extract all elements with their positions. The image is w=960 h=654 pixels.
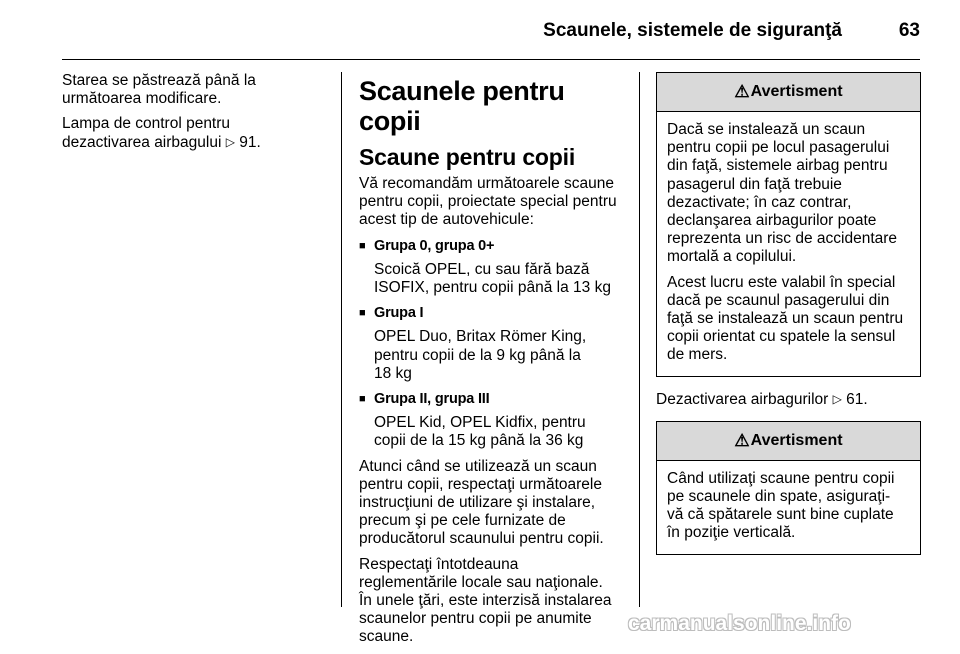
- warning-box: [656, 421, 921, 555]
- list-item-heading: Grupa II, grupa III: [374, 391, 490, 408]
- column-3: [656, 72, 921, 569]
- page-number: 63: [898, 20, 920, 41]
- warning-header: [657, 73, 920, 112]
- warning-body: [657, 461, 920, 554]
- column-2: [359, 72, 627, 654]
- subsection-title: Scaune pentru copii: [359, 144, 576, 170]
- warning-paragraph: Dacă se instalează un scaun pentru copii pe locul pasagerului din faţă, sistemele airbag pentru pasagerul din faţă trebuie dezactivate; în caz contrar, declanşarea airbagurilor poate reprezenta un risc de accidentare mortală a copilului.: [667, 121, 898, 266]
- paragraph-lamp-reference: [62, 115, 332, 151]
- header-title: Scaunele, sistemele de siguranţă: [543, 20, 842, 41]
- list-item-body: OPEL Kid, OPEL Kidfix, pentru copii de la 15 kg până la 36 kg: [374, 414, 586, 450]
- section-title: Scaunele pentru copii: [359, 76, 565, 136]
- list-item-heading: Grupa I: [374, 305, 424, 322]
- watermark: carmanualsonline.info: [628, 612, 851, 635]
- warning-header: [657, 422, 920, 461]
- warning-box: [656, 72, 921, 377]
- bullet-square-icon: ■: [359, 307, 366, 320]
- intro-paragraph: Vă recomandăm următoarele scaune pentru copii, proiectate special pentru acest tip de autovehicule:: [359, 175, 617, 229]
- cross-reference-icon: ▷: [832, 391, 842, 406]
- header-rule: [62, 59, 920, 60]
- list-item: [359, 390, 627, 451]
- paragraph: Atunci când se utilizează un scaun pentru copii, respectaţi următoarele instrucţiuni de utilizare şi instalare, precum şi pe cele furnizate de producătorul scaunului pentru copii.: [359, 457, 604, 548]
- paragraph: Starea se păstrează până la următoarea modificare.: [62, 72, 256, 108]
- paragraph: Respectaţi întotdeauna reglementările locale sau naţionale. În unele ţări, este interzisă instalarea scaunelor pentru copii pe anumite scaune.: [359, 555, 612, 646]
- warning-triangle-icon: ⚠: [734, 81, 750, 101]
- page-reference[interactable]: 61.: [841, 390, 868, 408]
- warning-paragraph: Acest lucru este valabil în special dacă pe scaunul pasagerului din faţă se instalează un scaun pentru copii orientat cu spatele la sensul de mers.: [667, 273, 904, 364]
- cross-reference-icon: ▷: [225, 134, 235, 149]
- warning-body: [657, 112, 920, 376]
- paragraph-text: Lampa de control pentru dezactivarea airbagului: [62, 115, 231, 151]
- paragraph-airbag-reference: [656, 391, 921, 409]
- column-divider: [341, 72, 342, 607]
- warning-triangle-icon: ⚠: [734, 430, 750, 450]
- page-reference[interactable]: 91.: [234, 133, 261, 151]
- warning-title: Avertisment: [750, 431, 843, 449]
- column-divider: [639, 72, 640, 607]
- paragraph-text: Dezactivarea airbagurilor: [656, 390, 833, 408]
- list-item-body: OPEL Duo, Britax Römer King, pentru copii de la 9 kg până la 18 kg: [374, 328, 587, 382]
- bullet-square-icon: ■: [359, 393, 366, 406]
- list-item: [359, 237, 627, 298]
- warning-paragraph: Când utilizaţi scaune pentru copii pe scaunele din spate, asiguraţi- vă că spătarele sunt bine cuplate în poziţie verticală.: [667, 469, 895, 542]
- column-1: [62, 72, 332, 159]
- list-item: [359, 304, 627, 383]
- list-item-heading: Grupa 0, grupa 0+: [374, 237, 495, 254]
- list-item-body: Scoică OPEL, cu sau fără bază ISOFIX, pentru copii până la 13 kg: [374, 260, 611, 297]
- warning-title: Avertisment: [750, 82, 843, 100]
- bullet-square-icon: ■: [359, 239, 366, 252]
- page-header: [0, 16, 920, 50]
